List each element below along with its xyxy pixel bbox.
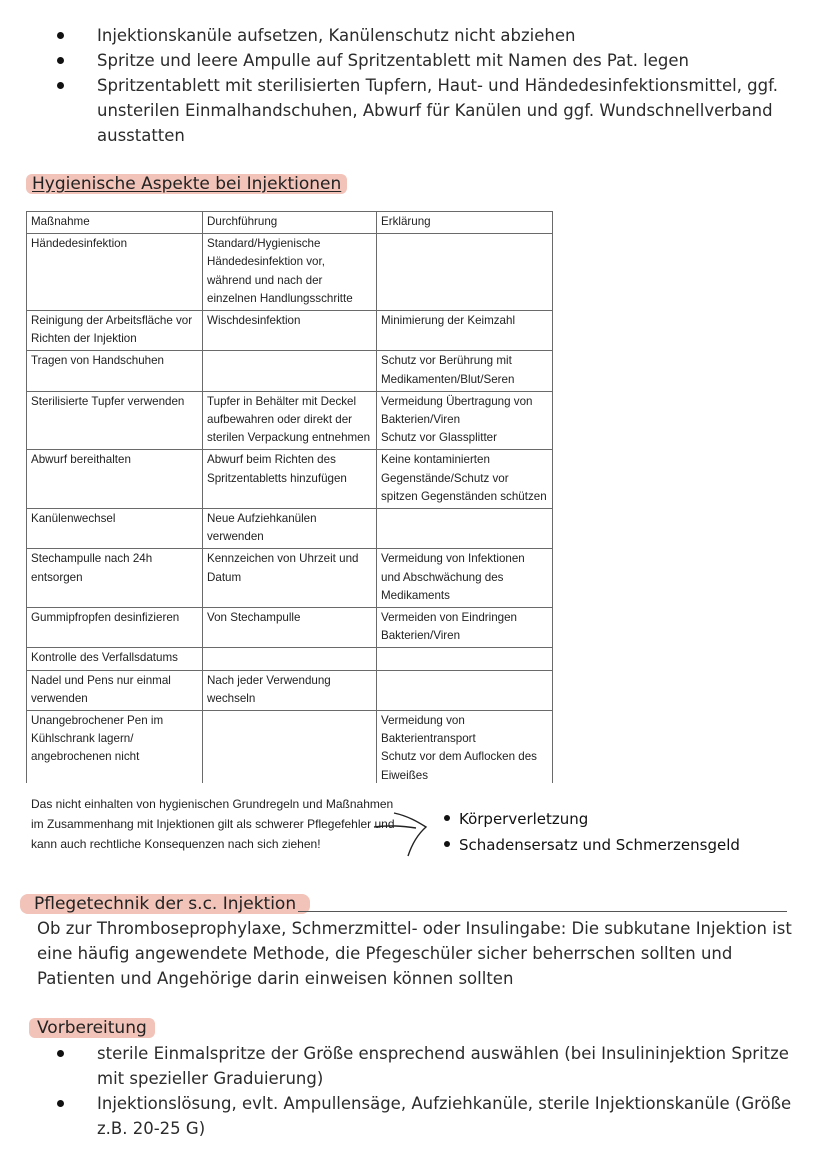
table-cell: Vermeiden von Eindringen Bakterien/Viren — [377, 608, 553, 648]
table-cell: Vermeidung von Bakterientransport Schutz vor dem Auflocken des Eiweißes — [377, 711, 553, 783]
list-item: Injektionskanüle aufsetzen, Kanülenschutz nicht abziehen — [97, 23, 797, 48]
table-cell: Nadel und Pens nur einmal verwenden — [27, 670, 203, 710]
hygiene-table-wrapper — [26, 211, 554, 783]
list-item: sterile Einmalspritze der Größe ensprechend auswählen (bei Insulininjektion Spritze mit spezieller Graduierung) — [97, 1041, 797, 1091]
divider — [298, 911, 787, 912]
intro-paragraph: Ob zur Thromboseprophylaxe, Schmerzmittel- oder Insulingabe: Die subkutane Injektion ist eine häufig angewendete Methode, die Pfegeschüler sicher beherrschen sollten und Patienten und Angehörige darin einweisen können sollten — [37, 919, 792, 988]
consequences-list — [444, 806, 779, 858]
table-cell: Sterilisierte Tupfer verwenden — [27, 391, 203, 450]
hygiene-table — [26, 211, 553, 783]
table-cell: Minimierung der Keimzahl — [377, 311, 553, 351]
arrow-bracket-icon — [372, 808, 434, 858]
table-cell — [203, 711, 377, 783]
bullet-icon — [57, 1100, 64, 1107]
table-cell: Vermeidung Übertragung von Bakterien/Viren Schutz vor Glassplitter — [377, 391, 553, 450]
table-cell: Wischdesinfektion — [203, 311, 377, 351]
intro-bullet-list — [97, 23, 797, 148]
table-row — [27, 509, 553, 549]
list-item: Spritzentablett mit sterilisierten Tupfern, Haut- und Händedesinfektionsmittel, ggf. unsterilen Einmalhandschuhen, Abwurf für Kanülen und ggf. Wundschnellverband ausstatten — [97, 73, 797, 148]
section-heading-hygiene: Hygienische Aspekte bei Injektionen — [26, 174, 347, 194]
preparation-bullet-list — [97, 1041, 797, 1141]
table-cell — [203, 648, 377, 670]
column-header: Durchführung — [203, 212, 377, 234]
table-cell: Kennzeichen von Uhrzeit und Datum — [203, 549, 377, 608]
table-cell: Von Stechampulle — [203, 608, 377, 648]
table-cell: Tupfer in Behälter mit Deckel aufbewahren oder direkt der sterilen Verpackung entnehmen — [203, 391, 377, 450]
table-row — [27, 648, 553, 670]
table-cell: Reinigung der Arbeitsfläche vor Richten der Injektion — [27, 311, 203, 351]
table-row — [27, 549, 553, 608]
table-cell: Unangebrochener Pen im Kühlschrank lagern/ angebrochenen nicht — [27, 711, 203, 783]
table-cell: Tragen von Handschuhen — [27, 351, 203, 391]
list-item: Körperverletzung — [444, 806, 779, 832]
table-cell: Abwurf bereithalten — [27, 450, 203, 509]
bullet-icon — [444, 841, 450, 847]
table-cell: Standard/Hygienische Händedesinfektion vor, während und nach der einzelnen Handlungsschritte — [203, 234, 377, 311]
table-cell: Händedesinfektion — [27, 234, 203, 311]
column-header: Erklärung — [377, 212, 553, 234]
table-row — [27, 351, 553, 391]
table-cell: Kanülenwechsel — [27, 509, 203, 549]
bullet-icon — [57, 1050, 64, 1057]
list-item: Spritze und leere Ampulle auf Spritzentablett mit Namen des Pat. legen — [97, 48, 797, 73]
table-cell: Keine kontaminierten Gegenstände/Schutz vor spitzen Gegenständen schützen — [377, 450, 553, 509]
table-cell — [377, 648, 553, 670]
table-row — [27, 450, 553, 509]
table-cell — [377, 234, 553, 311]
table-cell — [377, 670, 553, 710]
table-cell: Schutz vor Berührung mit Medikamenten/Blut/Seren — [377, 351, 553, 391]
table-cell: Kontrolle des Verfallsdatums — [27, 648, 203, 670]
list-item: Schadensersatz und Schmerzensgeld — [444, 832, 779, 858]
table-row — [27, 608, 553, 648]
table-cell: Vermeidung von Infektionen und Abschwächung des Medikaments — [377, 549, 553, 608]
column-header: Maßnahme — [27, 212, 203, 234]
bullet-icon — [57, 57, 64, 64]
table-cell: Stechampulle nach 24h entsorgen — [27, 549, 203, 608]
table-cell: Abwurf beim Richten des Spritzentabletts hinzufügen — [203, 450, 377, 509]
table-row — [27, 234, 553, 311]
table-header-row — [27, 212, 553, 234]
section-heading-preparation: Vorbereitung — [29, 1018, 155, 1038]
bullet-icon — [444, 815, 450, 821]
list-item: Injektionslösung, evlt. Ampullensäge, Aufziehkanüle, sterile Injektionskanüle (Größe z.B. 20-25 G) — [97, 1091, 797, 1141]
table-row — [27, 311, 553, 351]
table-row — [27, 670, 553, 710]
bullet-icon — [57, 82, 64, 89]
table-cell: Gummipfropfen desinfizieren — [27, 608, 203, 648]
table-cell: Neue Aufziehkanülen verwenden — [203, 509, 377, 549]
bullet-icon — [57, 32, 64, 39]
table-row — [27, 711, 553, 783]
table-cell: Nach jeder Verwendung wechseln — [203, 670, 377, 710]
table-cell — [377, 509, 553, 549]
table-cell — [203, 351, 377, 391]
table-row — [27, 391, 553, 450]
section-heading-sc-injection: Pflegetechnik der s.c. Injektion — [20, 894, 310, 914]
warning-note: Das nicht einhalten von hygienischen Grundregeln und Maßnahmen im Zusammenhang mit Injektionen gilt als schwerer Pflegefehler und kann auch rechtliche Konsequenzen nach sich ziehen! — [31, 797, 395, 851]
